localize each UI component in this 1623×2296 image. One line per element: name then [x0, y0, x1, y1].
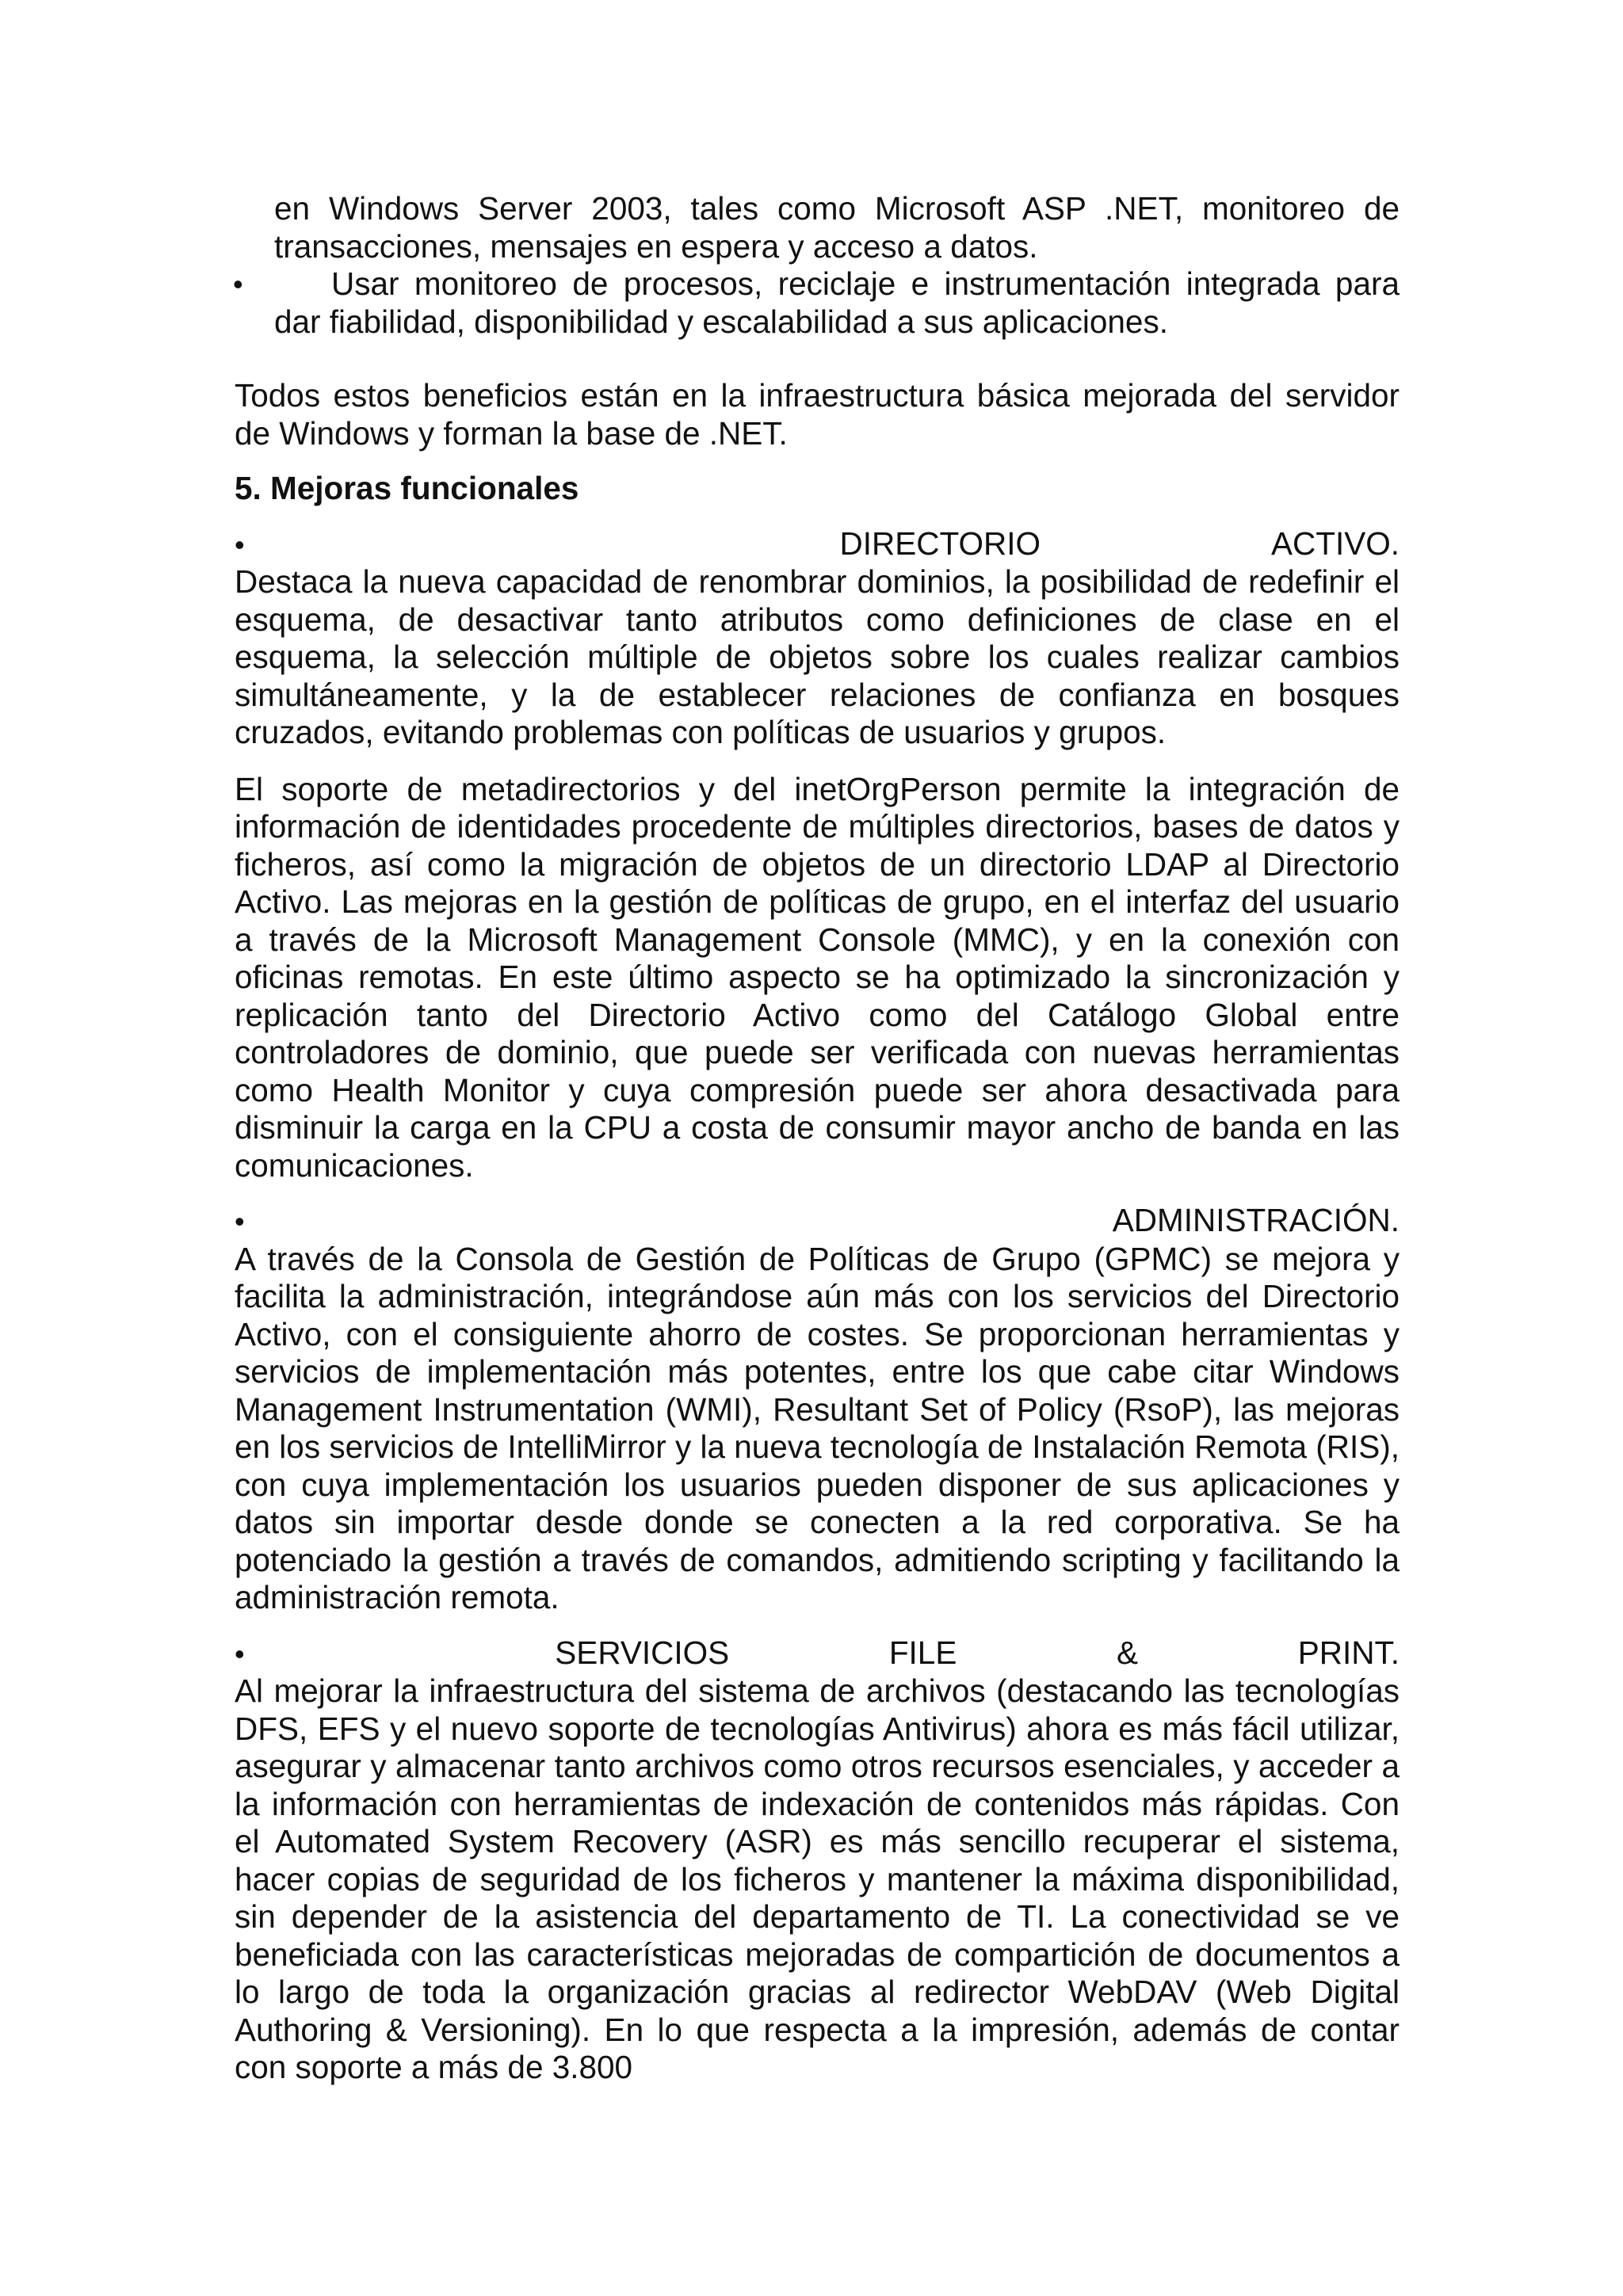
section-heading: 5. Mejoras funcionales [235, 470, 579, 506]
section-title-word: SERVICIOS [555, 1634, 730, 1671]
section-title-word: & [1117, 1634, 1139, 1671]
bullet-icon: • [233, 268, 243, 300]
bullet-icon: • [235, 1637, 245, 1670]
page-content [235, 190, 1400, 2087]
section-paragraph: Destaca la nueva capacidad de renombrar dominios, la posibilidad de redefinir el esquema, de desactivar tanto atributos como definiciones de clase en el esquema, la selección múltiple de objetos sobre los cuales realizar cambios simultáneamente, y la de establecer relaciones de confianza en bosques cruzados, evitando problemas con políticas de usuarios y grupos. [235, 563, 1400, 750]
section-title-word: DIRECTORIO [839, 524, 1041, 562]
section-title-row [235, 1634, 1400, 1673]
section-title-word: ADMINISTRACIÓN. [1112, 1202, 1400, 1238]
bullet-item-process-monitoring [235, 265, 1400, 341]
section-servicios-file-print [235, 1634, 1400, 2087]
section-directorio-activo [235, 525, 1400, 1185]
section-paragraph: Al mejorar la infraestructura del sistema de archivos (destacando las tecnologías DFS, EFS y el nuevo soporte de tecnologías Antivirus) ahora es más fácil utilizar, asegurar y almacenar tanto archivos como otros recursos esenciales, y acceder a la información con herramientas de indexación de contenidos más rápidas. Con el Automated System Recovery (ASR) es más sencillo recuperar el sistema, hacer copias de seguridad de los ficheros y mantener la máxima disponibilidad, sin depender de la asistencia del departamento de TI. La conectividad se ve beneficiada con las características mejoradas de compartición de documentos a lo largo de toda la organización gracias al redirector WebDAV (Web Digital Authoring & Versioning). En lo que respecta a la impresión, además de contar con soporte a más de 3.800 [235, 1672, 1400, 2085]
section-title-row [235, 1202, 1400, 1241]
section-title-word: PRINT. [1297, 1634, 1400, 1671]
section-paragraph: El soporte de metadirectorios y del inetOrgPerson permite la integración de información de identidades procedente de múltiples directorios, bases de datos y ficheros, así como la migración de objetos de un directorio LDAP al Directorio Activo. Las mejoras en la gestión de políticas de grupo, en el interfaz del usuario a través de la Microsoft Management Console (MMC), y en la conexión con oficinas remotas. En este último aspecto se ha optimizado la sincronización y replicación tanto del Directorio Activo como del Catálogo Global entre controladores de dominio, que puede ser verificada con nuevas herramientas como Health Monitor y cuya compresión puede ser ahora desactivada para disminuir la carga en la CPU a costa de consumir mayor ancho de banda en las comunicaciones. [235, 770, 1400, 1184]
bullet-icon: • [235, 528, 245, 561]
bullet-continuation: en Windows Server 2003, tales como Microsoft ASP .NET, monitoreo de transacciones, mensajes en espera y acceso a datos. [274, 190, 1400, 265]
summary-paragraph: Todos estos beneficios están en la infraestructura básica mejorada del servidor de Windows y forman la base de .NET. [235, 377, 1400, 452]
bullet-icon: • [235, 1205, 245, 1238]
section-paragraph: A través de la Consola de Gestión de Políticas de Grupo (GPMC) se mejora y facilita la administración, integrándose aún más con los servicios del Directorio Activo, con el consiguiente ahorro de costes. Se proporcionan herramientas y servicios de implementación más potentes, entre los que cabe citar Windows Management Instrumentation (WMI), Resultant Set of Policy (RsoP), las mejoras en los servicios de IntelliMirror y la nueva tecnología de Instalación Remota (RIS), con cuya implementación los usuarios pueden disponer de sus aplicaciones y datos sin importar desde donde se conecten a la red corporativa. Se ha potenciado la gestión a través de comandos, admitiendo scripting y facilitando la administración remota. [235, 1240, 1400, 1615]
section-title-word: FILE [888, 1634, 957, 1671]
section-title-word: ACTIVO. [1270, 524, 1400, 562]
bullet-text: Usar monitoreo de procesos, reciclaje e instrumentación integrada para dar fiabilidad, disponibilidad y escalabilidad a sus aplicaciones. [274, 265, 1400, 340]
section-title-row [235, 525, 1400, 564]
section-administracion [235, 1202, 1400, 1617]
